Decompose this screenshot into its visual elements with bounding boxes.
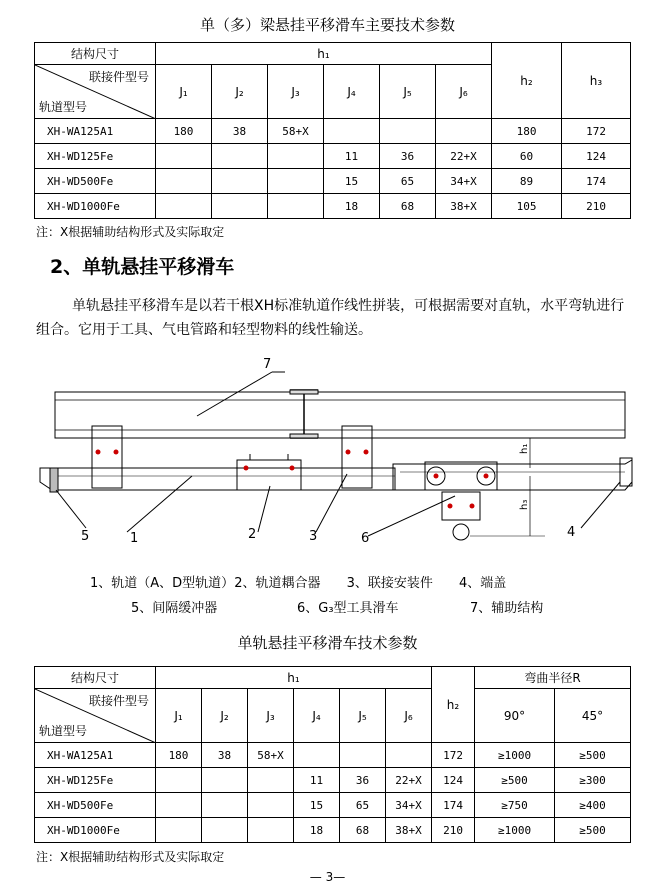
track-coupler [237,460,301,490]
track-right [393,460,632,490]
dim-h1-label: h₁ [519,443,530,454]
cell-r90: ≥500 [475,768,555,793]
table-row [35,194,631,219]
cell-j4: 15 [294,793,340,818]
table2-angle90-header: 90° [475,689,555,743]
cell-j3 [248,768,294,793]
cell-j3 [248,793,294,818]
caption-aux: 7、辅助结构 [470,601,544,616]
cell-j3 [268,144,324,169]
row-model: XH-WA125A1 [35,119,156,144]
cell-h2: 124 [432,768,475,793]
cell-j5 [380,119,436,144]
cell-h2: 60 [492,144,562,169]
cell-j1 [156,793,202,818]
caption-trolley: 6、G₃型工具滑车 [297,601,399,616]
cell-j2 [202,768,248,793]
cell-j6 [436,119,492,144]
cell-r45: ≥400 [555,793,631,818]
callout-6: 6 [361,531,370,546]
caption-track: 1、轨道（A、D型轨道） [90,576,235,591]
cell-j1: 180 [156,119,212,144]
table1-h2-header: h₂ [492,43,562,119]
callout-4: 4 [567,525,576,540]
cell-j3: 58+X [268,119,324,144]
cell-h3: 124 [562,144,631,169]
cell-j4: 11 [294,768,340,793]
cell-j5: 65 [340,793,386,818]
cell-h2: 174 [432,793,475,818]
table1-j3-header: J₃ [268,65,324,119]
section-paragraph: 单轨悬挂平移滑车是以若干根XH标准轨道作线性拼装，可根据需要对直轨，水平弯轨进行组合。它用于工具、气电管路和轻型物料的线性输送。 [36,298,625,338]
cell-j6: 22+X [386,768,432,793]
cell-j4: 11 [324,144,380,169]
cell-h3: 172 [562,119,631,144]
row-model: XH-WD1000Fe [35,818,156,843]
cell-h2: 172 [432,743,475,768]
table1-h1-header: h₁ [156,43,492,65]
cell-j5: 65 [380,169,436,194]
cell-r90: ≥750 [475,793,555,818]
table1-connector-label: 联接件型号 [88,70,149,84]
row-model: XH-WD500Fe [35,793,156,818]
cell-h2: 180 [492,119,562,144]
page-number: — 3— [309,870,346,884]
table2-angle45-header: 45° [555,689,631,743]
cell-j6: 22+X [436,144,492,169]
table2-j6-header: J₆ [386,689,432,743]
callout-5: 5 [81,529,90,544]
caption-buffer: 5、间隔缓冲器 [131,601,218,616]
cell-j4: 15 [324,169,380,194]
cell-j6: 38+X [436,194,492,219]
cell-j4: 18 [324,194,380,219]
table1-j4-header: J₄ [324,65,380,119]
cell-j3 [248,818,294,843]
table1-diagonal-header [35,65,156,119]
cell-j6 [386,743,432,768]
cell-j2 [212,144,268,169]
table1-j1-header: J₁ [156,65,212,119]
table1-j2-header: J₂ [212,65,268,119]
caption-line1 [90,572,506,591]
cell-j4: 18 [294,818,340,843]
table1 [34,42,631,219]
row-model: XH-WD500Fe [35,169,156,194]
table-row [35,743,631,768]
cell-j1 [156,144,212,169]
table2-bend-header: 弯曲半径R [475,667,631,689]
table2-j3-header: J₃ [248,689,294,743]
table-row [35,144,631,169]
cell-j1 [156,818,202,843]
cell-j1 [156,169,212,194]
table1-title: 单（多）梁悬挂平移滑车主要技术参数 [199,16,455,34]
dim-h3-label: h₃ [519,499,530,510]
row-model: XH-WA125A1 [35,743,156,768]
table2-note: 注：X根据辅助结构形式及实际取定 [36,850,225,864]
caption-mount: 3、联接安装件 [346,576,433,591]
cell-j4 [294,743,340,768]
table2 [34,666,631,843]
cell-j6: 38+X [386,818,432,843]
table2-diagonal-header [35,689,156,743]
table2-j2-header: J₂ [202,689,248,743]
cell-j2: 38 [202,743,248,768]
cell-j3: 58+X [248,743,294,768]
auxiliary-beam [55,392,625,438]
i-beam [290,390,318,438]
table2-structure-label: 结构尺寸 [35,667,156,689]
cell-r45: ≥500 [555,743,631,768]
table1-j5-header: J₅ [380,65,436,119]
cell-j5 [340,743,386,768]
cell-j5: 68 [380,194,436,219]
table-row [35,768,631,793]
section-title: 2、单轨悬挂平移滑车 [50,256,235,278]
connecting-mount [342,426,372,488]
cell-h2: 210 [432,818,475,843]
table1-note: 注：X根据辅助结构形式及实际取定 [36,225,225,239]
connecting-mount [92,426,122,488]
cell-j2 [202,793,248,818]
table-row [35,793,631,818]
table2-title: 单轨悬挂平移滑车技术参数 [237,634,418,652]
cell-h2: 105 [492,194,562,219]
cell-h3: 174 [562,169,631,194]
cell-j3 [268,194,324,219]
row-model: XH-WD125Fe [35,144,156,169]
table1-track-label: 轨道型号 [39,100,88,114]
cell-h2: 89 [492,169,562,194]
cell-r90: ≥1000 [475,743,555,768]
table1-j6-header: J₆ [436,65,492,119]
cell-h3: 210 [562,194,631,219]
cell-j1: 180 [156,743,202,768]
cell-r45: ≥500 [555,818,631,843]
cell-j1 [156,768,202,793]
table-row [35,119,631,144]
table2-j4-header: J₄ [294,689,340,743]
callout-1: 1 [130,531,139,546]
cell-j6: 34+X [436,169,492,194]
table-row [35,169,631,194]
table-row [35,818,631,843]
cell-j3 [268,169,324,194]
callout-2: 2 [248,527,257,542]
cell-j1 [156,194,212,219]
cell-j5: 36 [380,144,436,169]
cell-j4 [324,119,380,144]
caption-endcap: 4、端盖 [459,576,507,591]
cell-j5: 68 [340,818,386,843]
table2-h1-header: h₁ [156,667,432,689]
table2-connector-label: 联接件型号 [88,694,149,708]
caption-coupler: 2、轨道耦合器 [234,576,321,591]
cell-j6: 34+X [386,793,432,818]
callout-3: 3 [309,529,318,544]
cell-j2 [202,818,248,843]
cell-r90: ≥1000 [475,818,555,843]
table1-h3-header: h₃ [562,43,631,119]
cell-j2: 38 [212,119,268,144]
cell-r45: ≥300 [555,768,631,793]
row-model: XH-WD125Fe [35,768,156,793]
cell-j5: 36 [340,768,386,793]
table2-track-label: 轨道型号 [39,724,88,738]
row-model: XH-WD1000Fe [35,194,156,219]
cell-j2 [212,194,268,219]
trolley-hook [453,524,469,540]
monorail-diagram [0,350,655,550]
table2-j1-header: J₁ [156,689,202,743]
callout-7: 7 [263,357,272,372]
table2-h2-header: h₂ [432,667,475,743]
cell-j2 [212,169,268,194]
table2-j5-header: J₅ [340,689,386,743]
table1-structure-label: 结构尺寸 [35,43,156,65]
spacer-buffer [50,468,58,492]
